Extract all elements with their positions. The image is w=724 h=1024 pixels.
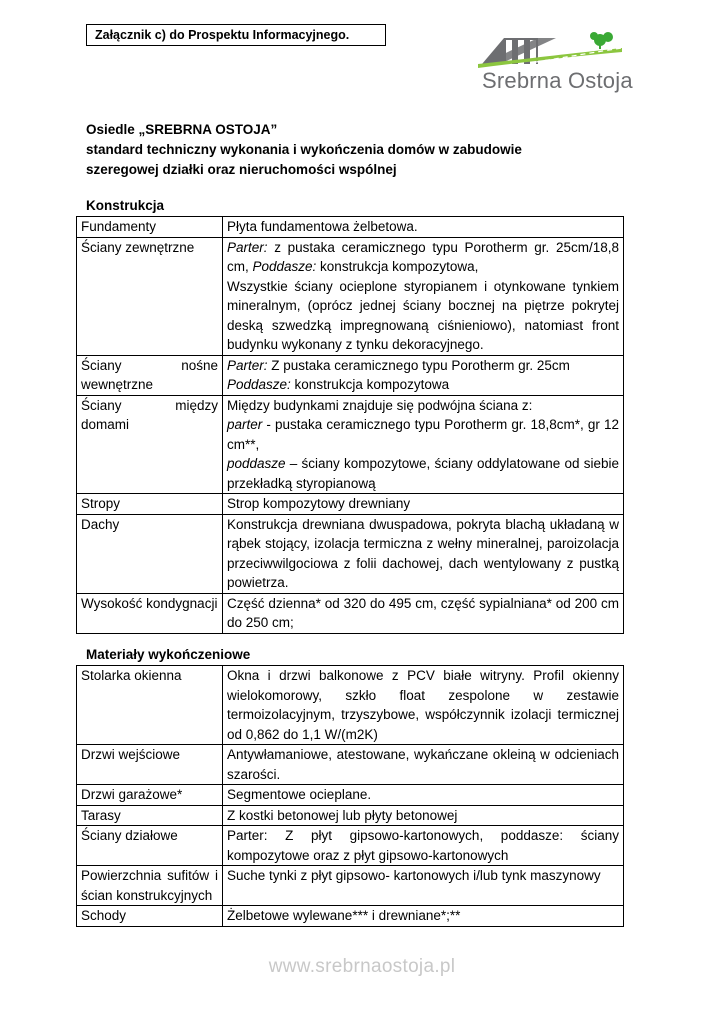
row-label: Stolarka okienna: [77, 666, 223, 745]
desc-text: - pustaka ceramicznego typu Porotherm gr. 18,8cm*, gr 12 cm**,: [227, 417, 619, 452]
table-row: [77, 745, 624, 785]
row-label: Stropy: [77, 494, 223, 515]
desc-intro: parter: [227, 417, 263, 432]
desc-intro: poddasze: [227, 456, 286, 471]
desc-intro: Parter:: [227, 357, 268, 373]
row-description: Antywłamaniowe, atestowane, wykańczane okleiną w odcieniach szarości.: [223, 745, 624, 785]
table-row: [77, 805, 624, 826]
annex-label: Załącznik c) do Prospektu Informacyjnego.: [86, 24, 386, 46]
row-label: Tarasy: [77, 805, 223, 826]
desc-text: Z pustaka ceramicznego typu Porotherm gr. 25cm: [267, 357, 570, 373]
document-heading: [86, 120, 638, 180]
row-description: Parter: Z płyt gipsowo-kartonowych, poddasze: ściany kompozytowe oraz z płyt gipsowo-kartonowych: [223, 826, 624, 866]
desc-text: z pustaka ceramicznego typu Porotherm gr. 25cm/18,8 cm,: [227, 239, 619, 274]
table-row: [77, 494, 624, 515]
table-row: [77, 217, 624, 238]
desc-intro: Poddasze:: [252, 259, 317, 274]
table-row: [77, 785, 624, 806]
desc-text: konstrukcja kompozytowa,: [316, 259, 479, 274]
row-description: Suche tynki z płyt gipsowo- kartonowych i/lub tynk maszynowy: [223, 866, 624, 906]
row-label: Drzwi garażowe*: [77, 785, 223, 806]
row-label: Schody: [77, 906, 223, 927]
row-description: Okna i drzwi balkonowe z PCV białe witryny. Profil okienny wielokomorowy, szkło float zespolone w zestawie termoizolacyjnym, trzyszybowe, współczynnik izolacji termicznej od 0,862 do 1,1 W/(m2K): [223, 666, 624, 745]
row-description: Segmentowe ocieplane.: [223, 785, 624, 806]
table-row: [77, 906, 624, 927]
row-label: Wysokość kondygnacji: [77, 593, 223, 633]
table-row: [77, 395, 624, 494]
document-title: Osiedle „SREBRNA OSTOJA”: [86, 122, 278, 137]
row-description: Żelbetowe wylewane*** i drewniane*;**: [223, 906, 624, 927]
section-title-construction: Konstrukcja: [86, 198, 165, 213]
row-description: Płyta fundamentowa żelbetowa.: [223, 217, 624, 238]
row-description: [223, 395, 624, 494]
desc-intro: Poddasze:: [227, 377, 291, 392]
desc-text: Między budynkami znajduje się podwójna ściana z:: [227, 397, 533, 413]
row-label: Ściany nośne wewnętrzne: [77, 355, 223, 395]
row-description: [223, 355, 624, 395]
table-row: [77, 826, 624, 866]
row-description: Część dzienna* od 320 do 495 cm, część sypialniana* od 200 cm do 250 cm;: [223, 593, 624, 633]
row-description: Z kostki betonowej lub płyty betonowej: [223, 805, 624, 826]
finishing-table: [76, 665, 624, 927]
row-description: Strop kompozytowy drewniany: [223, 494, 624, 515]
table-row: [77, 593, 624, 633]
row-label: Ściany zewnętrzne: [77, 237, 223, 355]
desc-text: Wszystkie ściany ocieplone styropianem i otynkowane tynkiem mineralnym, (oprócz jednej ściany bocznej na piętrze pokrytej deską szwedzką impregnowaną ciśnieniowo), natomiast front budynku wykonany z tynku dekoracyjnego.: [227, 278, 619, 352]
row-label: Drzwi wejściowe: [77, 745, 223, 785]
row-label: Ściany między domami: [77, 395, 223, 494]
logo-text: Srebrna Ostoja: [482, 68, 633, 93]
table-row: [77, 514, 624, 593]
document-subtitle-line-1: standard techniczny wykonania i wykończenia domów w zabudowie: [86, 142, 522, 157]
table-row: [77, 866, 624, 906]
table-row: [77, 355, 624, 395]
row-description: Konstrukcja drewniana dwuspadowa, pokryta blachą układaną w rąbek stojący, izolacja termiczna z wełny mineralnej, paroizolacja przeciwwilgociowa z folii dachowej, dach wentylowany z pustką powietrza.: [223, 514, 624, 593]
desc-text: konstrukcja kompozytowa: [290, 377, 450, 392]
section-title-finishing: Materiały wykończeniowe: [86, 647, 251, 662]
desc-intro: Parter:: [227, 239, 268, 255]
table-row: [77, 237, 624, 355]
row-description: [223, 237, 624, 355]
footer-website-link[interactable]: www.srebrnaostoja.pl: [268, 956, 456, 977]
table-row: [77, 666, 624, 745]
row-label: Ściany działowe: [77, 826, 223, 866]
desc-text: – ściany kompozytowe, ściany oddylatowane od siebie przekładką styropianową: [227, 456, 619, 491]
construction-table: [76, 216, 624, 634]
document-subtitle-line-2: szeregowej działki oraz nieruchomości wspólnej: [86, 162, 397, 177]
row-label: Powierzchnia sufitów i ścian konstrukcyjnych: [77, 866, 223, 906]
row-label: Dachy: [77, 514, 223, 593]
row-label: Fundamenty: [77, 217, 223, 238]
